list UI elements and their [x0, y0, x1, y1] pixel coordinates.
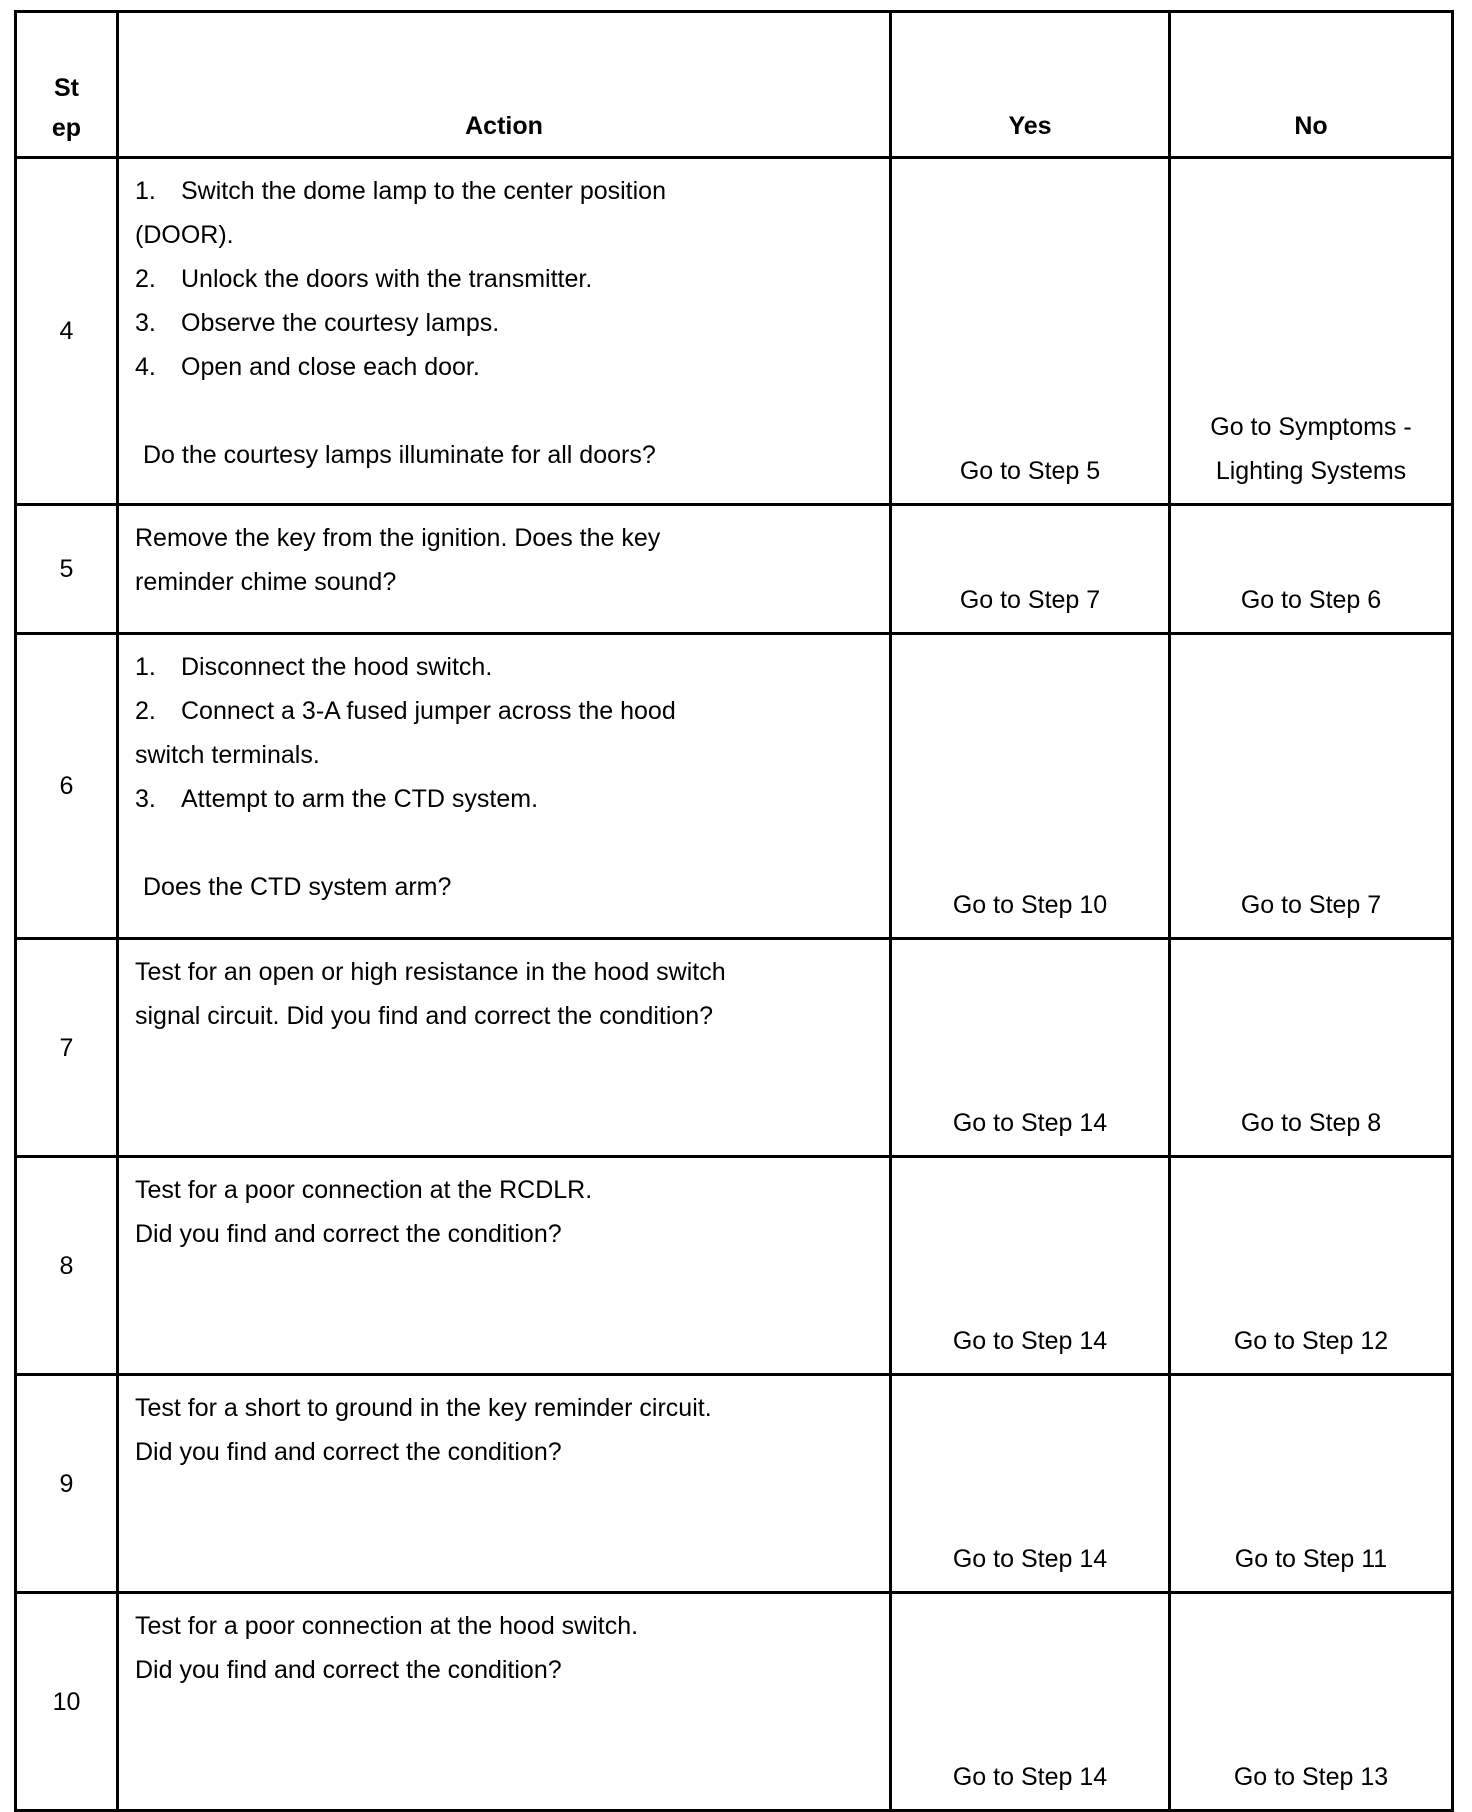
table-row — [16, 634, 1453, 939]
no-cell — [1170, 158, 1453, 505]
action-cell — [118, 158, 891, 505]
action-cell — [118, 505, 891, 634]
yes-cell: Go to Step 7 — [891, 505, 1170, 634]
action-question: Do the courtesy lamps illuminate for all doors? — [143, 441, 656, 469]
action-line: Did you find and correct the condition? — [135, 1438, 562, 1466]
step-number: 6 — [16, 634, 118, 939]
yes-cell: Go to Step 14 — [891, 1593, 1170, 1811]
no-cell-line2: Lighting Systems — [1215, 457, 1407, 485]
action-cell — [118, 1593, 891, 1811]
yes-cell: Go to Step 14 — [891, 1157, 1170, 1375]
action-line: Remove the key from the ignition. Does the key — [135, 524, 661, 552]
table-row — [16, 1593, 1453, 1811]
action-item: 2. Unlock the doors with the transmitter. — [135, 265, 593, 293]
diagnostic-table — [14, 10, 1454, 1812]
yes-cell: Go to Step 10 — [891, 634, 1170, 939]
action-line: Test for a short to ground in the key reminder circuit. — [135, 1394, 712, 1422]
action-cell — [118, 634, 891, 939]
action-cell — [118, 1375, 891, 1593]
table-row — [16, 1375, 1453, 1593]
action-item: 3. Attempt to arm the CTD system. — [135, 785, 539, 813]
yes-cell: Go to Step 5 — [891, 158, 1170, 505]
yes-cell: Go to Step 14 — [891, 939, 1170, 1157]
action-item: 4. Open and close each door. — [135, 353, 480, 381]
action-question: Does the CTD system arm? — [143, 873, 452, 901]
action-line: Did you find and correct the condition? — [135, 1656, 562, 1684]
no-cell: Go to Step 6 — [1170, 505, 1453, 634]
no-cell-line1: Go to Symptoms - — [1210, 413, 1412, 441]
action-item: 1. Disconnect the hood switch. — [135, 653, 493, 681]
table-row — [16, 505, 1453, 634]
header-step — [16, 12, 118, 158]
action-cell — [118, 939, 891, 1157]
action-line: Did you find and correct the condition? — [135, 1220, 562, 1248]
step-number: 8 — [16, 1157, 118, 1375]
header-action: Action — [118, 12, 891, 158]
no-cell: Go to Step 13 — [1170, 1593, 1453, 1811]
action-item: 1. Switch the dome lamp to the center position — [135, 177, 666, 205]
action-line: Test for an open or high resistance in the hood switch — [135, 958, 726, 986]
action-line: Test for a poor connection at the hood switch. — [135, 1612, 639, 1640]
header-step-line1: St — [54, 74, 79, 102]
step-number: 5 — [16, 505, 118, 634]
no-cell: Go to Step 8 — [1170, 939, 1453, 1157]
action-line: Test for a poor connection at the RCDLR. — [135, 1176, 593, 1204]
no-cell: Go to Step 12 — [1170, 1157, 1453, 1375]
action-item: 3. Observe the courtesy lamps. — [135, 309, 500, 337]
table-row — [16, 939, 1453, 1157]
step-number: 10 — [16, 1593, 118, 1811]
action-line: signal circuit. Did you find and correct the condition? — [135, 1002, 714, 1030]
yes-cell: Go to Step 14 — [891, 1375, 1170, 1593]
header-no: No — [1170, 12, 1453, 158]
table-row — [16, 158, 1453, 505]
action-item-continuation: switch terminals. — [135, 741, 320, 769]
action-item: 2. Connect a 3-A fused jumper across the hood — [135, 697, 676, 725]
action-cell — [118, 1157, 891, 1375]
no-cell: Go to Step 11 — [1170, 1375, 1453, 1593]
action-item-continuation: (DOOR). — [135, 221, 234, 249]
action-line: reminder chime sound? — [135, 568, 397, 596]
table-row — [16, 1157, 1453, 1375]
no-cell: Go to Step 7 — [1170, 634, 1453, 939]
step-number: 4 — [16, 158, 118, 505]
header-yes: Yes — [891, 12, 1170, 158]
header-row — [16, 12, 1453, 158]
step-number: 7 — [16, 939, 118, 1157]
header-step-line2: ep — [51, 114, 82, 142]
step-number: 9 — [16, 1375, 118, 1593]
